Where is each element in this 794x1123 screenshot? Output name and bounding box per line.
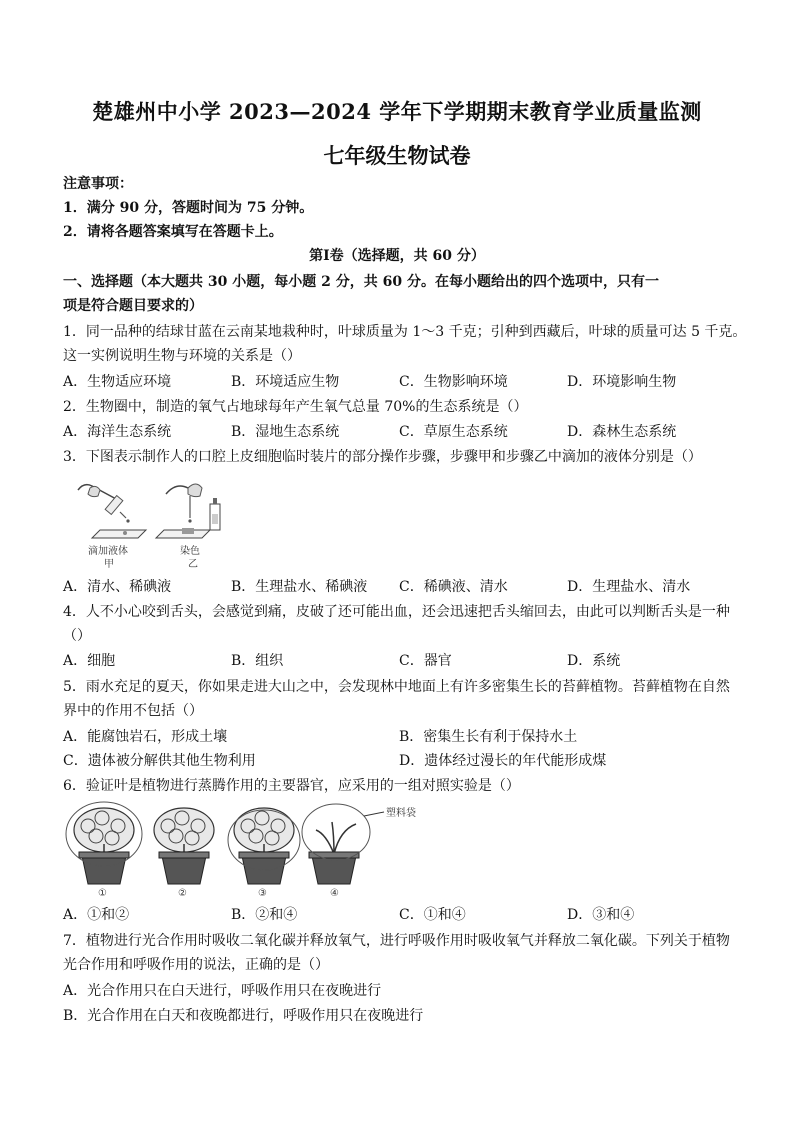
plant-pot-4-illustration — [302, 804, 384, 884]
option-b: B．组织 — [231, 653, 284, 669]
plant-pot-2-illustration — [154, 808, 214, 884]
option-b: B．②和④ — [231, 907, 298, 923]
staining-step-illustration — [156, 484, 220, 538]
figure-caption: 滴加液体 — [88, 546, 128, 557]
option-b: B．环境适应生物 — [231, 374, 340, 390]
option-d: D．森林生态系统 — [567, 424, 677, 440]
pot-label: ① — [98, 888, 107, 896]
option-c: C．遗体被分解供其他生物利用 — [63, 753, 256, 769]
exam-title: 楚雄州中小学 2023—2024 学年下学期期末教育学业质量监测 — [92, 99, 702, 124]
option-c: C．稀碘液、清水 — [399, 579, 508, 595]
option-d: D．系统 — [567, 653, 621, 669]
section-instruction: 项是符合题目要求的） — [63, 298, 203, 314]
part-title: 第Ⅰ卷（选择题，共 60 分） — [309, 248, 485, 264]
question-stem: 7．植物进行光合作用时吸收二氧化碳并释放氧气，进行呼吸作用时吸收氧气并释放二氧化碳。下列关于植物 — [63, 933, 730, 949]
option-a: A．细胞 — [63, 653, 116, 669]
question-stem: 5．雨水充足的夏天，你如果走进大山之中，会发现林中地面上有许多密集生长的苔藓植物。苔藓植物在自然 — [63, 679, 730, 695]
option-a: A．生物适应环境 — [63, 374, 172, 390]
option-c: C．生物影响环境 — [399, 374, 508, 390]
question-stem: 3．下图表示制作人的口腔上皮细胞临时装片的部分操作步骤，步骤甲和步骤乙中滴加的液体分别是（） — [63, 449, 702, 465]
question-stem: 2．生物圈中，制造的氧气占地球每年产生氧气总量 70%的生态系统是（） — [63, 399, 528, 415]
notes-heading: 注意事项： — [63, 176, 133, 192]
question-stem: 4．人不小心咬到舌头，会感觉到痛，皮破了还可能出血，还会迅速把舌头缩回去，由此可以判断舌头是一种 — [63, 604, 730, 620]
option-c: C．①和④ — [399, 907, 466, 923]
question-stem: 这一实例说明生物与环境的关系是（） — [63, 348, 301, 364]
option-d: D．生理盐水、清水 — [567, 579, 691, 595]
transpiration-experiment-figure — [64, 800, 420, 896]
option-d: D．③和④ — [567, 907, 635, 923]
question-stem: 界中的作用不包括（） — [63, 703, 203, 719]
option-a: A．能腐蚀岩石，形成土壤 — [63, 729, 228, 745]
section-instruction: 一、选择题（本大题共 30 小题，每小题 2 分，共 60 分。在每小题给出的四个选项中，只有一 — [63, 274, 659, 290]
option-b: B．光合作用在白天和夜晚都进行，呼吸作用只在夜晚进行 — [63, 1008, 424, 1024]
option-d: D．环境影响生物 — [567, 374, 677, 390]
question-stem: （） — [63, 628, 91, 644]
pot-label: ③ — [258, 888, 267, 896]
note-item: 1．满分 90 分，答题时间为 75 分钟。 — [63, 200, 314, 216]
exam-subtitle: 七年级生物试卷 — [323, 143, 471, 168]
option-d: D．遗体经过漫长的年代能形成煤 — [399, 753, 607, 769]
option-a: A．清水、稀碘液 — [63, 579, 172, 595]
plant-pot-3-illustration — [228, 808, 300, 884]
question-stem: 6．验证叶是植物进行蒸腾作用的主要器官，应采用的一组对照实验是（） — [63, 778, 520, 794]
figure-caption: 染色 — [180, 546, 200, 557]
option-b: B．生理盐水、稀碘液 — [231, 579, 368, 595]
option-a: A．光合作用只在白天进行，呼吸作用只在夜晚进行 — [63, 983, 382, 999]
option-a: A．①和② — [63, 907, 130, 923]
note-item: 2．请将各题答案填写在答题卡上。 — [63, 224, 283, 240]
figure-caption: 甲 — [104, 559, 114, 570]
option-c: C．器官 — [399, 653, 452, 669]
option-c: C．草原生态系统 — [399, 424, 508, 440]
dropper-step-illustration — [78, 485, 146, 538]
question-stem: 1．同一品种的结球甘蓝在云南某地栽种时，叶球质量为 1～3 千克；引种到西藏后，叶球的质量可达 5 千克。 — [63, 324, 747, 340]
slide-procedure-figure — [70, 474, 230, 570]
question-stem: 光合作用和呼吸作用的说法，正确的是（） — [63, 957, 329, 973]
bag-label: 塑料袋 — [386, 808, 416, 819]
option-a: A．海洋生态系统 — [63, 424, 172, 440]
option-b: B．湿地生态系统 — [231, 424, 340, 440]
plant-pot-1-illustration — [66, 802, 142, 884]
figure-caption: 乙 — [188, 559, 198, 570]
pot-label: ④ — [330, 888, 339, 896]
pot-label: ② — [178, 888, 187, 896]
option-b: B．密集生长有利于保持水土 — [399, 729, 578, 745]
